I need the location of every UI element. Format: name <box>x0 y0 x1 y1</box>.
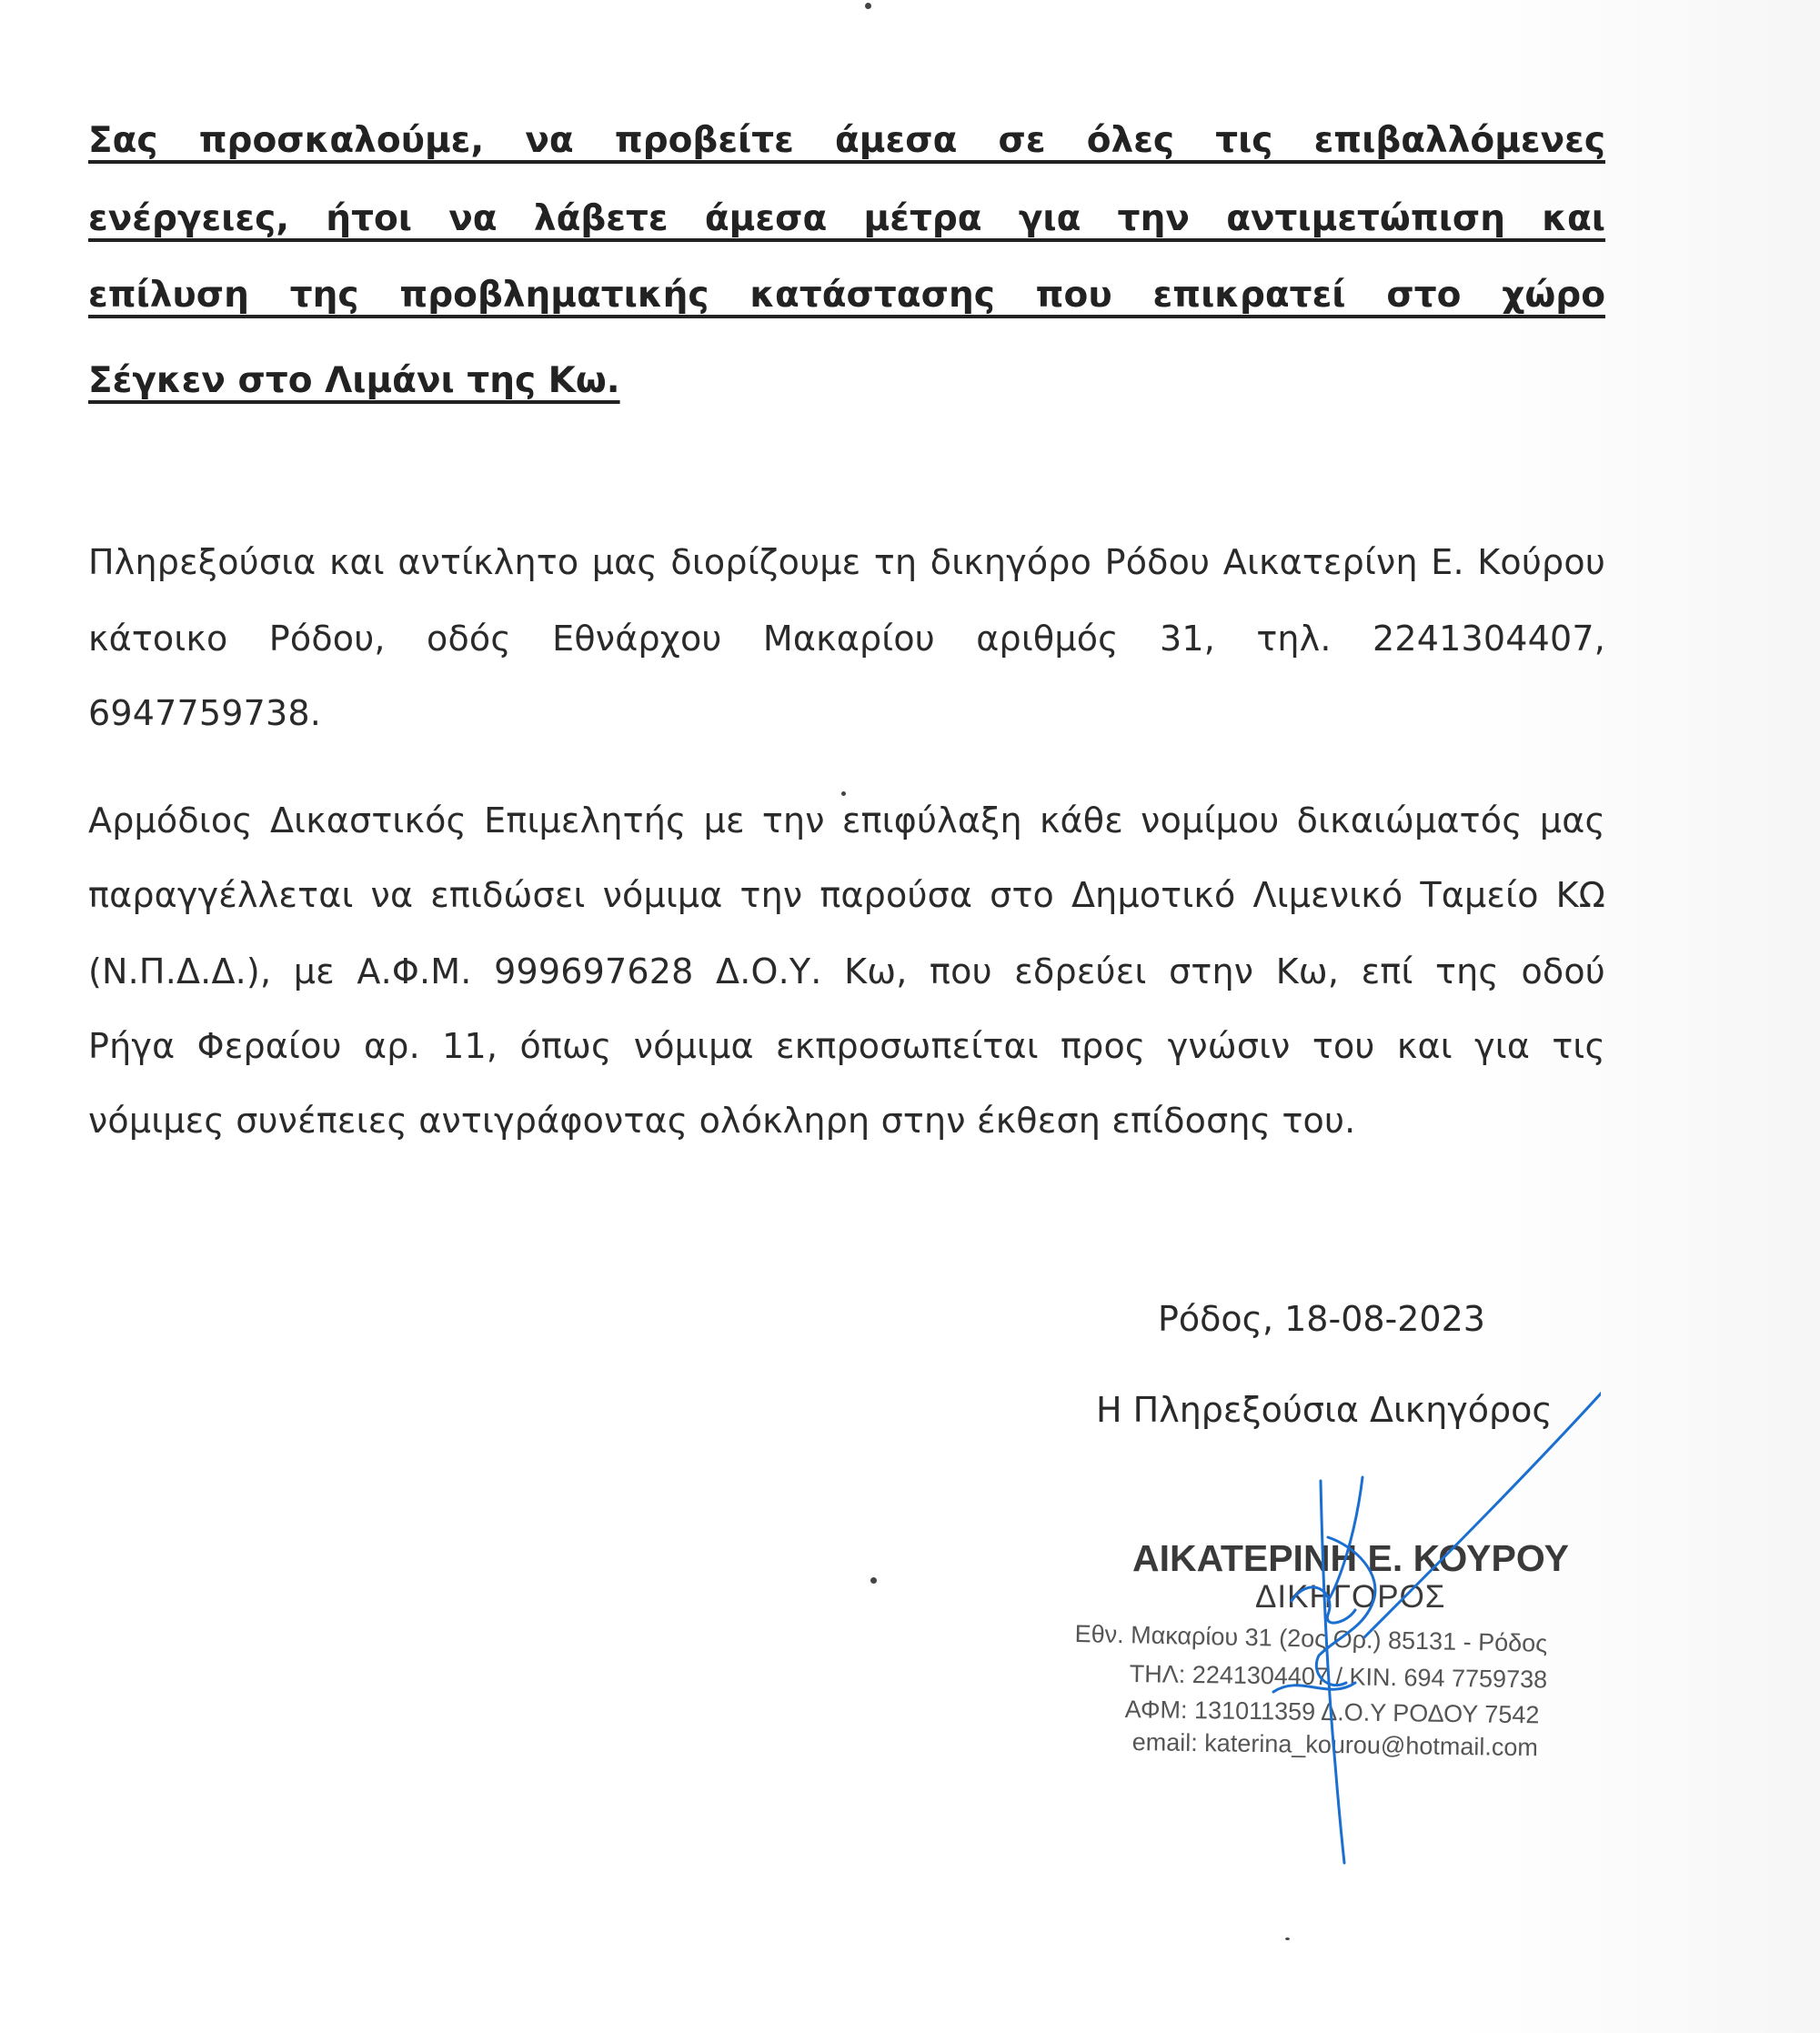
stamp-phones: ΤΗΛ: 2241304407 / ΚΙΝ. 694 7759738 <box>1129 1660 1548 1694</box>
intro-line: επίλυση της προβληματικής κατάστασης που επικρατεί στο χώρο <box>88 275 1605 316</box>
scan-speck <box>841 791 846 796</box>
bailiff-line: Αρμόδιος Δικαστικός Επιμελητής με την επιφύλαξη κάθε νομίμου δικαιώματός μας <box>88 800 1605 840</box>
scan-speck <box>865 3 871 9</box>
attorney-line: κάτοικο Ρόδου, οδός Εθνάρχου Μακαρίου αριθμός 31, τηλ. 2241304407, <box>88 619 1605 659</box>
intro-line: ενέργειες, ήτοι να λάβετε άμεσα μέτρα για την αντιμετώπιση και <box>88 198 1605 239</box>
scan-speck <box>870 1577 877 1584</box>
intro-line: Σέγκεν στο Λιμάνι της Κω. <box>88 360 620 401</box>
stamp-tax: ΑΦΜ: 131011359 Δ.Ο.Υ ΡΟΔΟΥ 7542 <box>1124 1696 1540 1729</box>
handwritten-signature <box>1237 1364 1601 1874</box>
stamp-name: ΑΙΚΑΤΕΡΙΝΗ Ε. ΚΟΥΡΟΥ <box>1132 1537 1569 1579</box>
bailiff-line: (Ν.Π.Δ.Δ.), με Α.Φ.Μ. 999697628 Δ.Ο.Υ. Κω, που εδρεύει στην Κω, επί της οδού <box>88 951 1605 991</box>
scan-speck <box>1285 1937 1290 1940</box>
bailiff-line: Ρήγα Φεραίου αρ. 11, όπως νόμιμα εκπροσωπείται προς γνώσιν του και για τις <box>88 1026 1605 1066</box>
stamp-email: email: katerina_kourou@hotmail.com <box>1131 1728 1539 1762</box>
attorney-line: Πληρεξούσια και αντίκλητο μας διορίζουμε τη δικηγόρο Ρόδου Αικατερίνη Ε. Κούρου <box>88 542 1605 582</box>
bailiff-line: νόμιμες συνέπειες αντιγράφοντας ολόκληρη στην έκθεση επίδοσης του. <box>88 1101 1356 1141</box>
stamp-title: ΔΙΚΗΓΟΡΟΣ <box>1255 1579 1446 1615</box>
bailiff-line: παραγγέλλεται να επιδώσει νόμιμα την παρούσα στο Δημοτικό Λιμενικό Ταμείο ΚΩ <box>88 875 1605 915</box>
intro-line: Σας προσκαλούμε, να προβείτε άμεσα σε όλες τις επιβαλλόμενες <box>88 120 1605 161</box>
place-date: Ρόδος, 18-08-2023 <box>1158 1299 1485 1339</box>
signatory-role: Η Πληρεξούσια Δικηγόρος <box>1096 1390 1553 1430</box>
stamp-address: Εθν. Μακαρίου 31 (2ος Ορ.) 85131 - Ρόδος <box>1074 1620 1548 1657</box>
attorney-line: 6947759738. <box>88 693 322 733</box>
